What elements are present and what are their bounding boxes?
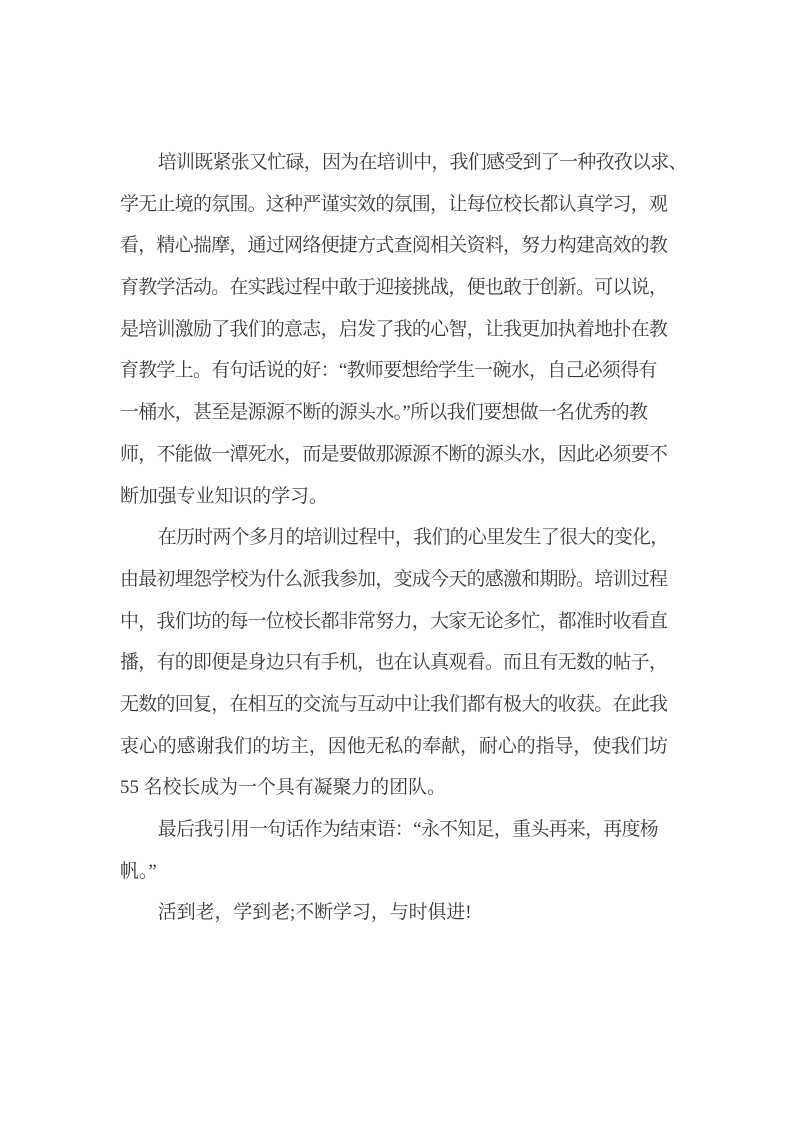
text-line: 学无止境的氛围。这种严谨实效的氛围，让每位校长都认真学习，观 <box>120 193 668 215</box>
text-line: 一桶水，甚至是源源不断的源头水。”所以我们要想做一名优秀的教 <box>120 402 648 424</box>
text-line: 看，精心揣摩，通过网络便捷方式查阅相关资料，努力构建高效的教 <box>120 235 668 257</box>
paragraph-motto <box>120 892 688 934</box>
text-line: 育教学活动。在实践过程中敢于迎接挑战，便也敢于创新。可以说， <box>120 277 668 299</box>
text-line: 师，不能做一潭死水，而是要做那源源不断的源头水，因此必须要不 <box>120 443 668 465</box>
text-line: 培训既紧张又忙碌，因为在培训中，我们感受到了一种孜孜以求、 <box>157 152 687 173</box>
text-line: 55 名校长成为一个具有凝聚力的团队。 <box>120 777 446 799</box>
paragraph-training-atmosphere <box>120 142 688 517</box>
text-line: 在历时两个多月的培训过程中，我们的心里发生了很大的变化， <box>157 527 669 549</box>
paragraph-training-change <box>120 517 688 809</box>
text-line: 播，有的即便是身边只有手机，也在认真观看。而且有无数的帖子， <box>120 652 668 674</box>
text-line: 活到老，学到老;不断学习，与时俱进! <box>157 902 472 924</box>
text-line: 帆。” <box>120 860 157 882</box>
text-line: 是培训激励了我们的意志，启发了我的心智，让我更加执着地扑在教 <box>120 318 668 340</box>
text-line: 衷心的感谢我们的坊主，因他无私的奉献，耐心的指导，使我们坊 <box>120 735 668 757</box>
paragraph-closing-quote <box>120 809 688 892</box>
document-body <box>120 142 688 934</box>
text-line: 无数的回复，在相互的交流与互动中让我们都有极大的收获。在此我 <box>120 693 668 715</box>
text-line: 育教学上。有句话说的好：“教师要想给学生一碗水，自己必须得有 <box>120 360 657 382</box>
text-line: 中，我们坊的每一位校长都非常努力，大家无论多忙，都准时收看直 <box>120 610 668 632</box>
text-line: 断加强专业知识的学习。 <box>120 485 328 507</box>
text-line: 最后我引用一句话作为结束语：“永不知足，重头再来，再度杨 <box>157 819 659 840</box>
text-line: 由最初埋怨学校为什么派我参加，变成今天的感激和期盼。培训过程 <box>120 568 668 590</box>
